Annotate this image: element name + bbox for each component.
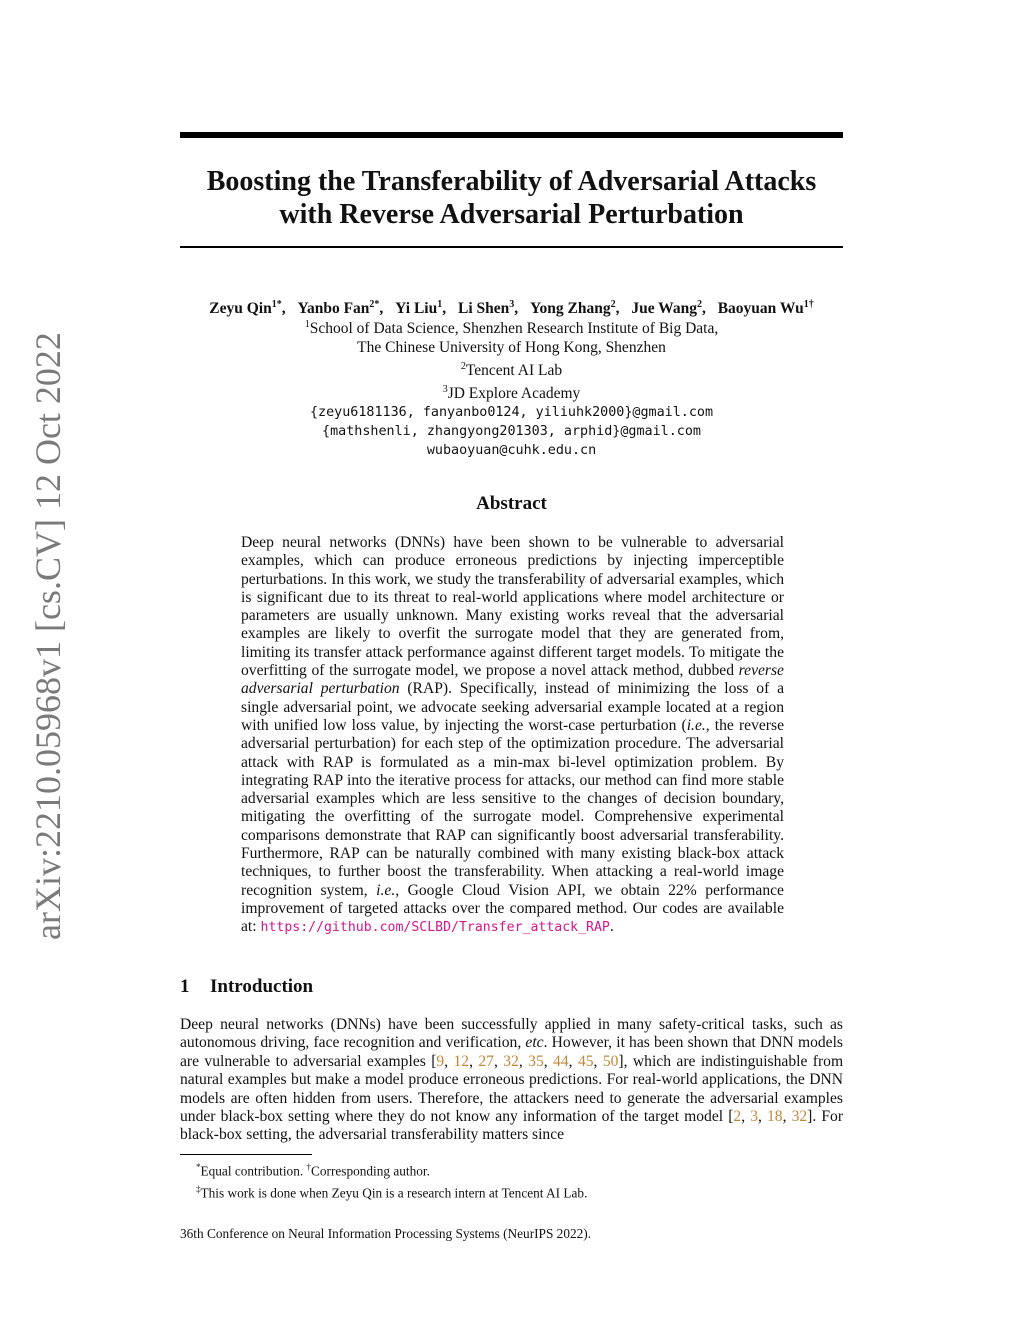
author: Yong Zhang$^2$,	[530, 299, 620, 318]
email-line-3: wubaoyuan@cuhk.edu.cn	[426, 443, 597, 459]
code-link[interactable]: https://github.com/SCLBD/Transfer_attack_RAP	[260, 920, 610, 936]
citation-link[interactable]: 27	[478, 1052, 494, 1070]
footnote-1: *Equal contribution. †Corresponding author.	[196, 1162, 430, 1179]
citation-link[interactable]: 3	[750, 1108, 758, 1126]
abstract-body: Deep neural networks (DNNs) have been shown to be vulnerable to adversarial examples, which can produce erroneous predictions by injecting imperceptible perturbations. In this work, we study the transferability of adversarial examples, which is significant due to its threat to real-world applications where model architecture or parameters are usually unknown. Many existing works reveal that the adversarial examples are likely to overfit the surrogate model that they are generated from, limiting its transfer attack performance against different target models. To mitigate the overfitting of the surrogate model, we propose a novel attack method, dubbed reverse adversarial perturbation (RAP). Specifically, instead of minimizing the loss of a single adversarial point, we advocate seeking adversarial example located at a region with unified low loss value, by injecting the worst-case perturbation (i.e., the reverse adversarial perturbation) for each step of the optimization procedure. The adversarial attack with RAP is formulated as a min-max bi-level optimization problem. By integrating RAP into the iterative process for attacks, our method can find more stable adversarial examples which are less sensitive to the changes of decision boundary, mitigating the overfitting of the surrogate model. Comprehensive experimental comparisons demonstrate that RAP can significantly boost adversarial transferability. Furthermore, RAP can be naturally combined with many existing black-box attack techniques, to further boost the transferability. When attacking a real-world image recognition system, i.e., Google Cloud Vision API, we obtain 22% performance improvement of targeted attacks over the compared method. Our codes are available at: https://github.com/SCLBD/Transfer_attack_RAP.	[241, 534, 785, 936]
affiliation-1-cont: The Chinese University of Hong Kong, Shenzhen	[357, 339, 666, 357]
author: Zeyu Qin$^{1*}$,	[209, 299, 286, 318]
citation-link[interactable]: 2	[733, 1108, 742, 1126]
citation-link[interactable]: 32	[503, 1052, 519, 1070]
citation-link[interactable]: 50	[602, 1052, 619, 1070]
affiliation-1: $^1$School of Data Science, Shenzhen Research Institute of Big Data,	[304, 319, 719, 338]
author: Yanbo Fan$^{2*}$,	[297, 299, 384, 318]
author: Yi Liu$^1$,	[395, 299, 447, 318]
abstract-heading: Abstract	[476, 493, 547, 514]
title-bottom-rule	[180, 246, 843, 248]
email-line-2: {mathshenli, zhangyong201303, arphid}@gmail.com	[322, 424, 701, 440]
footnote-2: ‡This work is done when Zeyu Qin is a research intern at Tencent AI Lab.	[196, 1184, 588, 1201]
citation-link[interactable]: 35	[528, 1052, 544, 1070]
footnote-rule	[180, 1154, 312, 1155]
author: Baoyuan $Wu^{1\dagger}$	[717, 299, 814, 318]
author: Li Shen$^3$,	[458, 299, 519, 318]
title-top-rule	[180, 132, 843, 138]
section-heading-introduction: 1 Introduction	[180, 976, 314, 997]
conference-note: 36th Conference on Neural Information Processing Systems (NeurIPS 2022).	[180, 1226, 592, 1241]
footnotes	[196, 1158, 843, 1203]
citation-link[interactable]: 12	[453, 1052, 470, 1070]
title-line-2: with Reverse Adversarial Perturbation	[279, 199, 744, 230]
introduction-body: Deep neural networks (DNNs) have been successfully applied in many safety-critical tasks, such as autonomous driving, face recognition and verification, etc. However, it has been shown that DNN models are vulnerable to adversarial examples [9, 12, 27, 32, 35, 44, 45, 50], which are indistinguishable from natural examples but make a model produce erroneous predictions. For real-world applications, the DNN models are often hidden from users. Therefore, the attackers need to generate the adversarial examples under black-box setting where they do not know any information of the target model [2, 3, 18, 32]. For black-box setting, the adversarial transferability matters since	[180, 1016, 844, 1144]
paper-title	[180, 165, 843, 231]
citation-link[interactable]: 45	[577, 1052, 594, 1070]
citation-link[interactable]: 18	[766, 1108, 783, 1126]
arxiv-identifier: arXiv:2210.05968v1 [cs.CV] 12 Oct 2022	[28, 332, 68, 940]
citation-link[interactable]: 9	[436, 1052, 445, 1070]
email-line-1: {zeyu6181136, fanyanbo0124, yiliuhk2000}@gmail.com	[309, 405, 714, 421]
citation-link[interactable]: 32	[791, 1108, 808, 1126]
affiliations	[180, 315, 843, 460]
citation-link[interactable]: 44	[553, 1052, 569, 1070]
affiliation-3: $^3$JD Explore Academy	[442, 384, 581, 403]
affiliation-2: $^2$Tencent AI Lab	[460, 361, 563, 380]
author: Jue Wang$^2$,	[631, 299, 706, 318]
title-line-1: Boosting the Transferability of Adversarial Attacks	[206, 166, 817, 197]
